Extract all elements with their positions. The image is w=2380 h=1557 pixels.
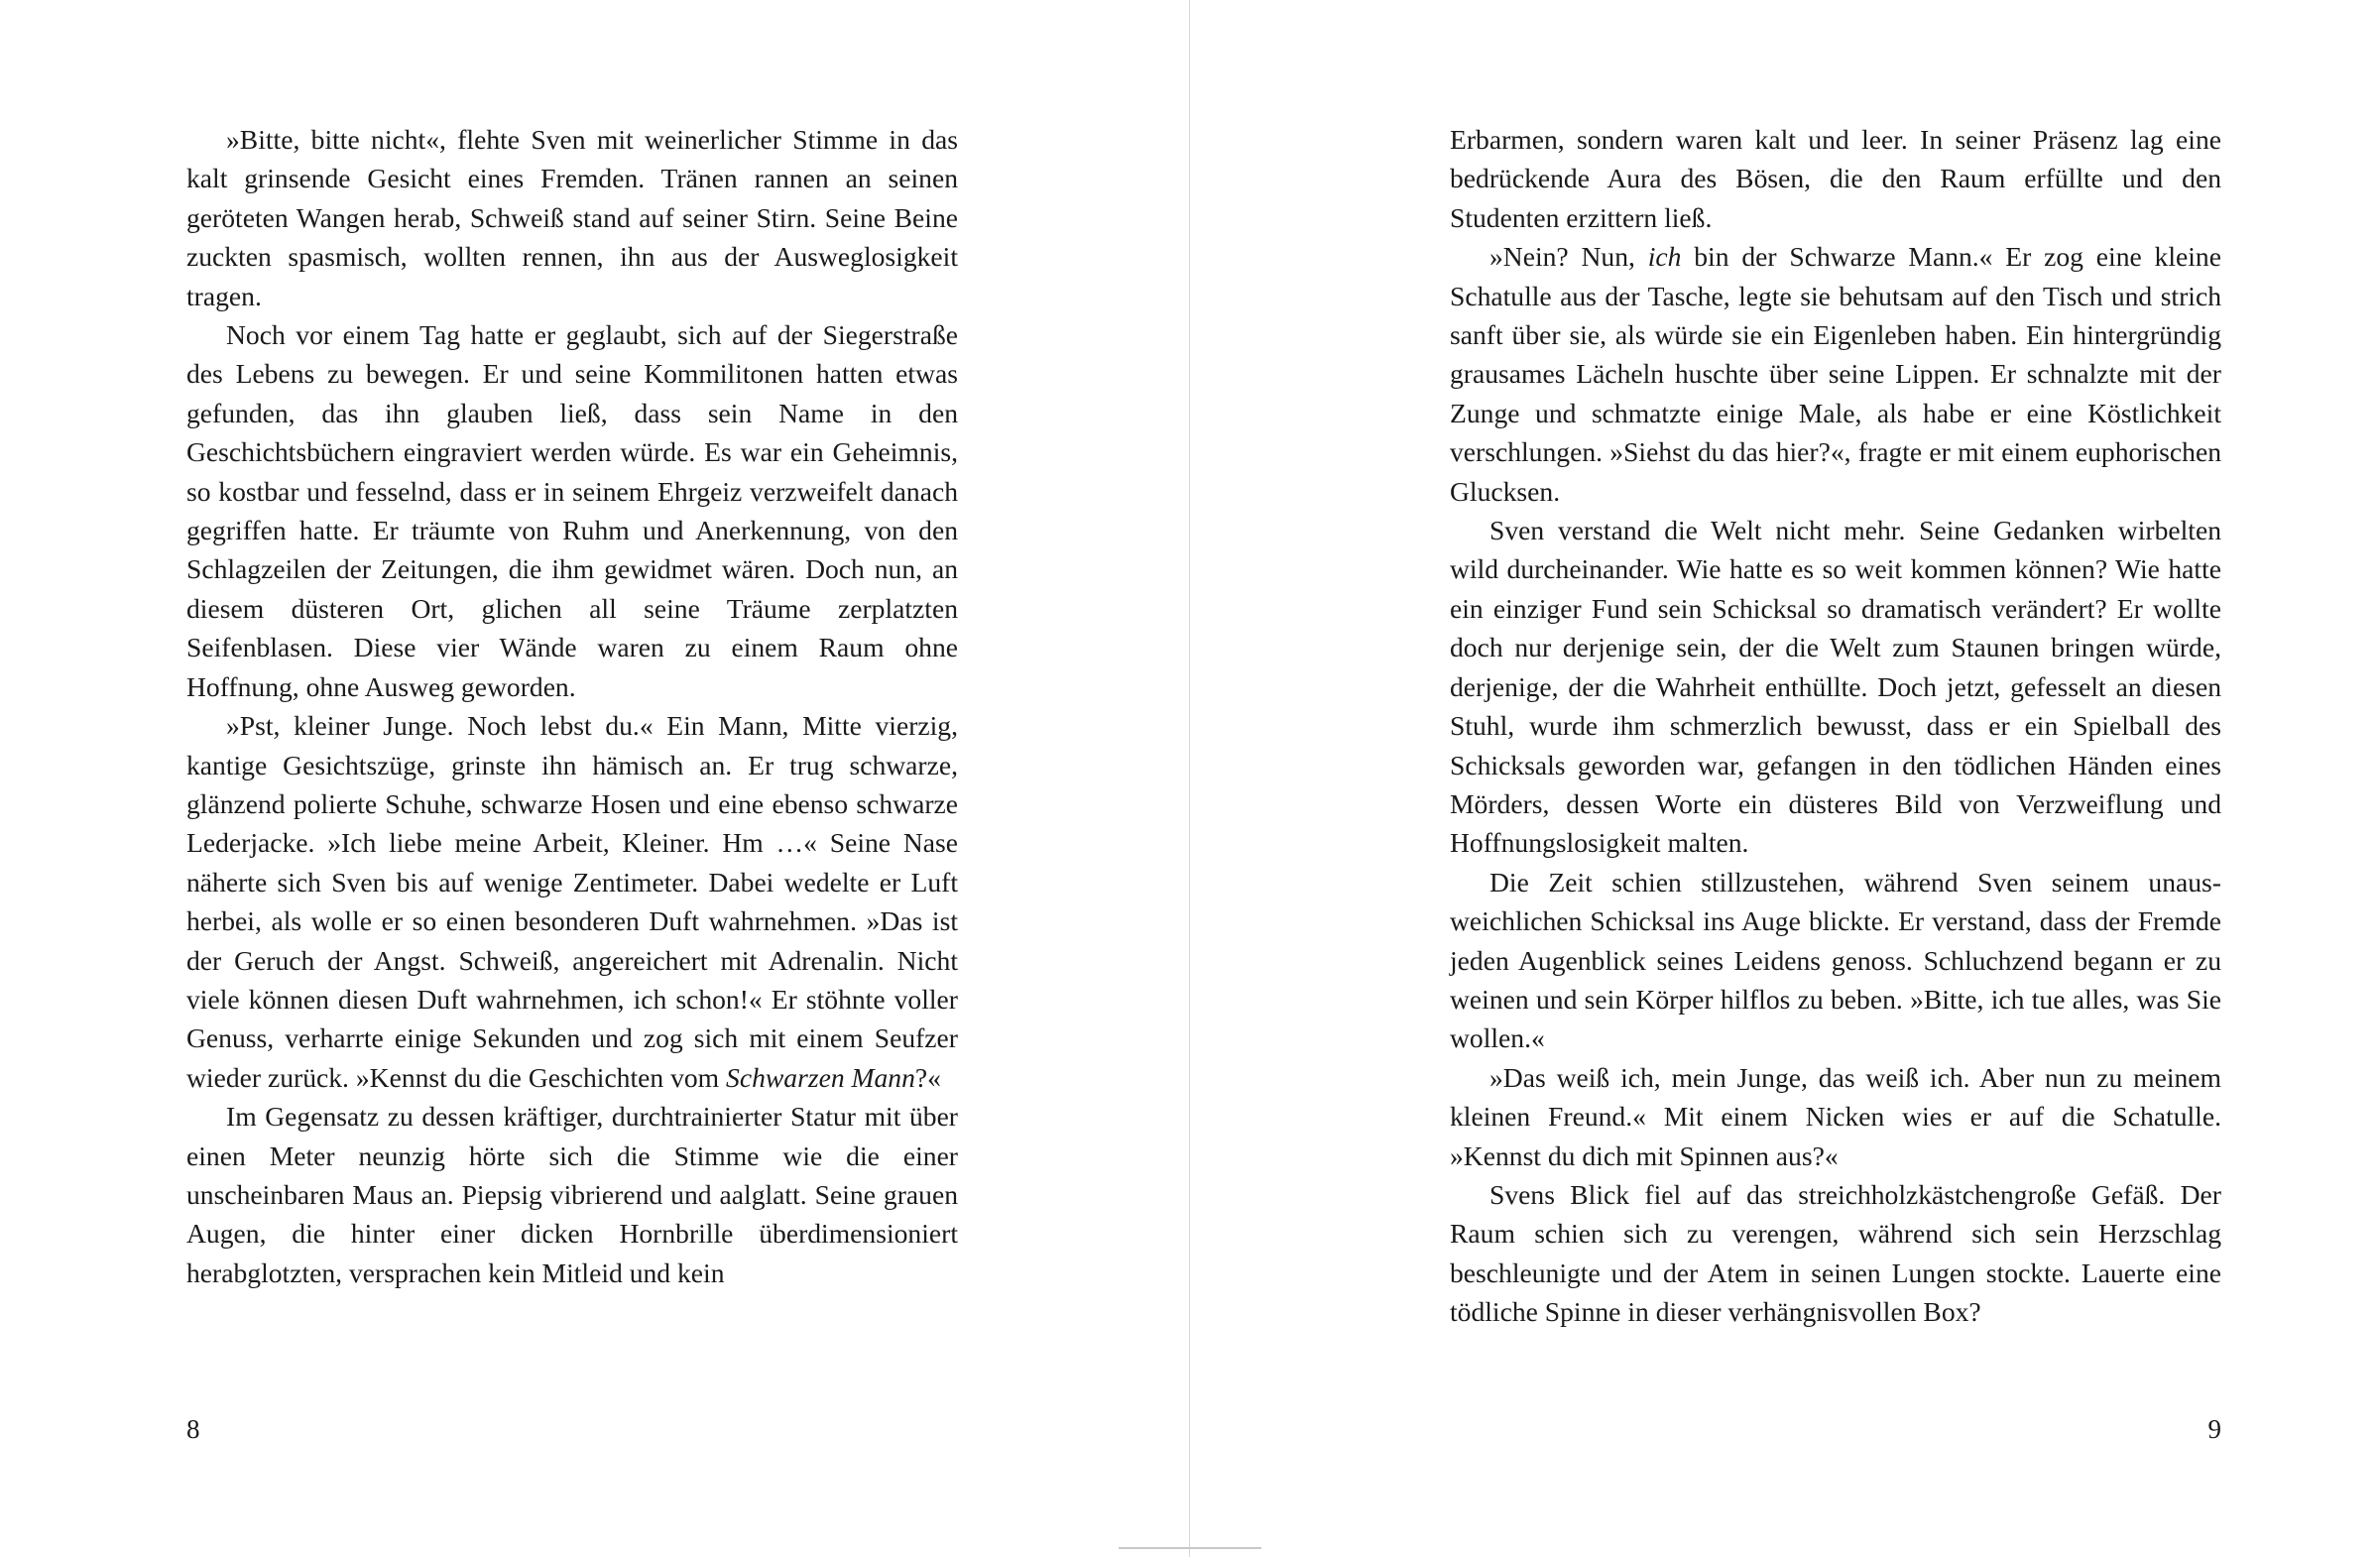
italic-text: Schwarzen Mann	[726, 1061, 915, 1093]
text-run: »Pst, kleiner Junge. Noch lebst du.« Ein Mann, Mitte vierzig, kantige Gesichtszüge, grinste ihn hämisch an. Er trug schwarze, glänzend polierte Schuhe, schwarze Hosen und eine ebenso schwarze Lederjacke. »Ich liebe meine Arbeit, Kleiner. Hm …« Seine Nase näherte sich Sven bis auf wenige Zentimeter. Dabei wedelte er Luft herbei, als wolle er so einen besonderen Duft wahrnehmen. »Das ist der Geruch der Angst. Schweiß, angereichert mit Adrenalin. Nicht viele können diesen Duft wahrnehmen, ich schon!« Er stöhnte voller Genuss, verharrte einige Sekunden und zog sich mit einem Seufzer wieder zurück. »Kennst du die Geschichten vom	[186, 710, 958, 1093]
paragraph	[1450, 863, 2221, 1058]
text-run: ?«	[914, 1061, 941, 1093]
paragraph	[186, 315, 958, 706]
left-page-text	[186, 120, 958, 1292]
paragraph	[186, 1097, 958, 1292]
page-number-right: 9	[2207, 1414, 2221, 1444]
text-run: bin der Schwarze Mann.« Er zog eine kleine Schatulle aus der Tasche, legte sie behutsam auf den Tisch und strich sanft über sie, als würde sie ein Eigenleben haben. Ein hintergründig grausames Lächeln huschte über seine Lippen. Er schnalzte mit der Zunge und schmatzte einige Male, als habe er eine Köstlichkeit verschlungen. »Siehst du das hier?«, fragte er mit einem euphorischen Glucksen.	[1450, 241, 2221, 507]
text-run: Die Zeit schien stillzustehen, während Sven seinem unausweichlichen Schicksal ins Auge blickte. Er verstand, dass der Fremde jeden Augenblick seines Leidens genoss. Schluchzend begann er zu weinen und sein Körper hilflos zu beben. »Bitte, ich tue alles, was Sie wollen.«	[1450, 866, 2221, 1054]
text-run: »Das weiß ich, mein Junge, das weiß ich. Aber nun zu meinem kleinen Freund.« Mit einem Nicken wies er auf die Schatulle. »Kennst du dich mit Spinnen aus?«	[1450, 1061, 2221, 1171]
paragraph	[186, 120, 958, 315]
text-run: Erbarmen, sondern waren kalt und leer. In seiner Präsenz lag eine bedrückende Aura des Bösen, die den Raum erfüllte und den Studenten erzittern ließ.	[1450, 124, 2221, 233]
page-number-left: 8	[186, 1414, 200, 1444]
text-run: Im Gegensatz zu dessen kräftiger, durchtrainierter Statur mit über einen Meter neunzig hörte sich die Stimme wie die einer unscheinbaren Maus an. Piepsig vibrierend und aalglatt. Seine grauen Augen, die hinter einer dicken Hornbrille überdimensioniert herabglotzten, versprachen kein Mitleid und kein	[186, 1101, 958, 1288]
right-page-text	[1450, 120, 2221, 1332]
paragraph	[1450, 1175, 2221, 1332]
right-page	[1190, 0, 2380, 1557]
text-run: Svens Blick fiel auf das streichholzkästchengroße Gefäß. Der Raum schien sich zu verengen, während sich sein Herzschlag beschleunigte und der Atem in seinen Lungen stockte. Lauerte eine tödliche Spinne in dieser verhängnisvollen Box?	[1450, 1178, 2221, 1328]
italic-text: ich	[1647, 241, 1682, 273]
paragraph	[1450, 120, 2221, 237]
text-run: Noch vor einem Tag hatte er geglaubt, sich auf der Siegerstraße des Lebens zu bewegen. Er und seine Kommilitonen hatten etwas gefunden, das ihn glauben ließ, dass sein Name in den Geschichtsbüchern eingraviert werden würde. Es war ein Geheimnis, so kostbar und fesselnd, dass er in seinem Ehrgeiz verzweifelt danach gegriffen hatte. Er träumte von Ruhm und Anerkennung, von den Schlagzeilen der Zeitungen, die ihm gewidmet wären. Doch nun, an diesem düsteren Ort, glichen all seine Träume zerplatzten Seifenblasen. Diese vier Wände waren zu einem Raum ohne Hoffnung, ohne Ausweg geworden.	[186, 319, 958, 702]
text-run: »Bitte, bitte nicht«, flehte Sven mit weinerlicher Stimme in das kalt grinsende Gesicht eines Fremden. Tränen rannen an seinen geröteten Wangen herab, Schweiß stand auf seiner Stirn. Seine Beine zuckten spasmisch, wollten rennen, ihn aus der Ausweglosigkeit tragen.	[186, 124, 958, 311]
gutter-mark	[1119, 1547, 1261, 1549]
text-run: Sven verstand die Welt nicht mehr. Seine Gedanken wirbelten wild durcheinander. Wie hatte es so weit kommen können? Wie hatte ein einziger Fund sein Schicksal so dramatisch verändert? Er wollte doch nur derjenige sein, der die Welt zum Staunen bringen würde, derjenige, der die Wahrheit enthüllte. Doch jetzt, gefesselt an diesen Stuhl, wurde ihm schmerzlich bewusst, dass er ein Spielball des Schicksals geworden war, gefangen in den tödlichen Händen eines Mörders, dessen Worte ein düsteres Bild von Verzweiflung und Hoffnungslosigkeit malten.	[1450, 515, 2221, 859]
text-run: »Nein? Nun,	[1489, 241, 1648, 273]
paragraph	[1450, 237, 2221, 511]
paragraph	[1450, 511, 2221, 863]
paragraph	[186, 706, 958, 1097]
paragraph	[1450, 1058, 2221, 1175]
